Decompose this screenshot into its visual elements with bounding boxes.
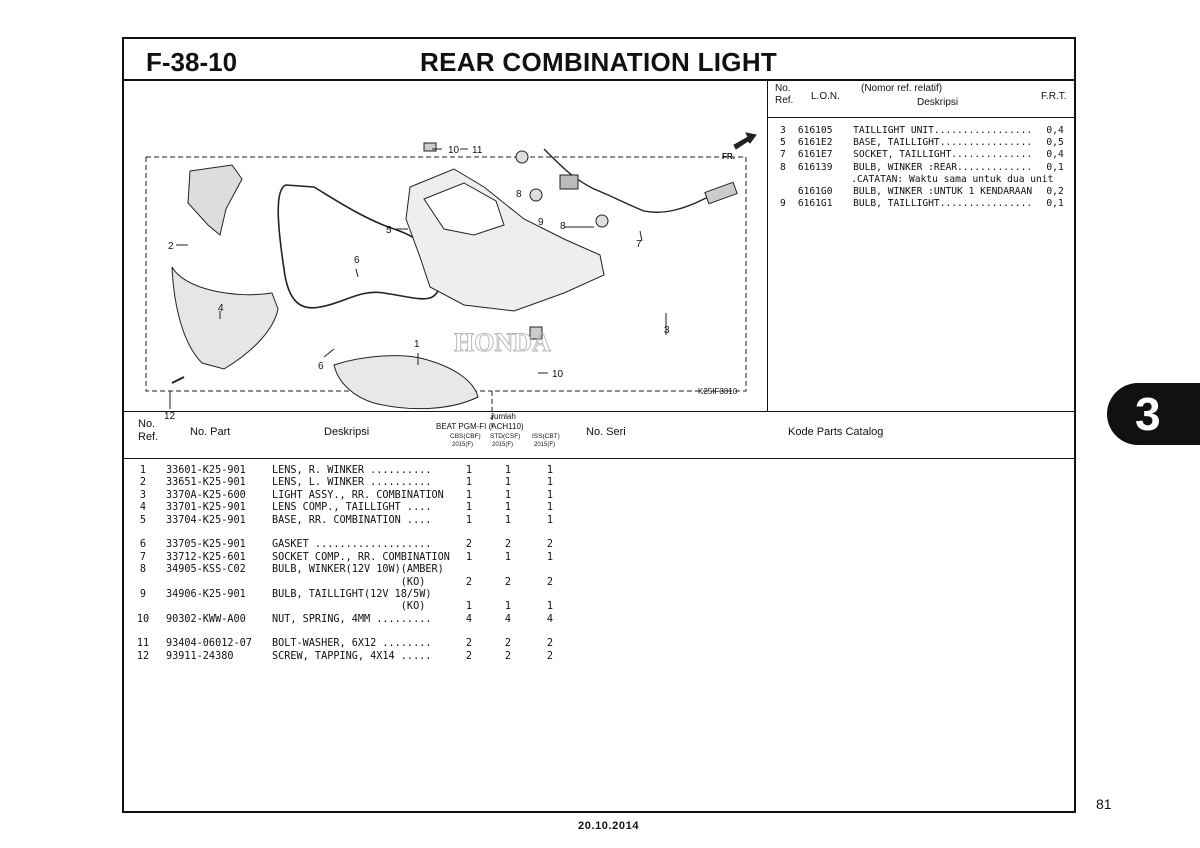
ref-col-lon: L.O.N. xyxy=(811,91,840,102)
cell-no-ref xyxy=(130,601,156,613)
callout-3: 3 xyxy=(664,325,670,336)
cell-no-part: 93911-24380 xyxy=(166,650,234,662)
cell-qty-std xyxy=(486,626,530,638)
cell-no-part: 33712-K25-601 xyxy=(166,551,246,563)
callout-8b: 8 xyxy=(560,221,566,232)
ref-table-header xyxy=(767,79,1076,118)
ref-cell-lon: 6161G0 xyxy=(797,186,833,198)
callout-8a: 8 xyxy=(516,189,522,200)
cell-qty-std: 1 xyxy=(504,465,512,476)
cell-qty-iss xyxy=(530,589,570,601)
cell-qty-iss: 4 xyxy=(546,613,554,625)
ref-cell-lon xyxy=(789,174,851,186)
ref-cell-no xyxy=(776,174,789,186)
ref-cell-no: 9 xyxy=(780,198,786,210)
ref-col-nomor: (Nomor ref. relatif) xyxy=(861,83,943,94)
callout-9: 9 xyxy=(538,217,544,228)
cell-qty-std: 4 xyxy=(504,613,512,625)
cell-qty-iss: 1 xyxy=(546,502,554,514)
cell-no-part xyxy=(156,626,272,638)
callout-6a: 6 xyxy=(354,255,360,266)
cell-qty-iss xyxy=(530,626,570,638)
cell-qty-cbs: 1 xyxy=(465,502,473,514)
cell-deskripsi xyxy=(272,527,452,539)
cell-qty-cbs: 1 xyxy=(465,465,473,476)
cell-qty-std: 1 xyxy=(504,502,512,514)
catalog-page-frame xyxy=(122,37,1076,813)
callout-2: 2 xyxy=(168,241,174,252)
spring-nut-top xyxy=(424,143,436,151)
cell-no-part: 33651-K25-901 xyxy=(166,477,246,489)
figure-code: K25IF3810 xyxy=(698,387,738,396)
cell-qty-cbs: 1 xyxy=(465,601,473,613)
print-date: 20.10.2014 xyxy=(578,820,640,832)
parts-table-row xyxy=(130,589,570,601)
callout-11: 11 xyxy=(472,145,483,156)
ref-cell-lon: 616105 xyxy=(797,125,833,136)
callout-5: 5 xyxy=(386,225,392,236)
chapter-number: 3 xyxy=(1135,388,1161,440)
cell-deskripsi: BULB, WINKER(12V 10W)(AMBER) xyxy=(272,564,444,576)
cell-no-ref: 1 xyxy=(139,465,147,476)
col-jumlah: Jumlah xyxy=(490,412,516,421)
cell-deskripsi: SCREW, TAPPING, 4X14 ..... xyxy=(272,650,432,662)
col-no-part: No. Part xyxy=(190,426,231,438)
section-code: F-38-10 xyxy=(146,47,238,77)
ref-col-deskripsi: Deskripsi xyxy=(917,97,959,108)
cell-qty-std: 1 xyxy=(504,601,512,613)
watermark-text: HONDA xyxy=(454,328,551,357)
taillight-lens xyxy=(172,267,278,369)
cell-deskripsi: GASKET ................... xyxy=(272,539,432,551)
cell-no-ref: 4 xyxy=(139,502,147,514)
ref-table-row xyxy=(776,174,1076,186)
cell-no-part: 33705-K25-901 xyxy=(166,539,246,551)
parts-table-row xyxy=(130,502,570,514)
col-year-3: 2015(F) xyxy=(534,442,556,448)
ref-table-body xyxy=(776,125,1076,210)
cell-qty-cbs xyxy=(452,589,486,601)
cell-qty-iss: 2 xyxy=(546,576,554,588)
connector xyxy=(705,182,737,204)
parts-table-row xyxy=(130,601,570,613)
cell-deskripsi: SOCKET COMP., RR. COMBINATION xyxy=(272,551,450,563)
col-no-seri: No. Seri xyxy=(586,426,626,438)
bulb-9 xyxy=(530,189,542,201)
bulb-8-top xyxy=(516,151,528,163)
cell-qty-cbs: 4 xyxy=(465,613,473,625)
cell-no-ref: 2 xyxy=(139,477,147,489)
cell-qty-std: 1 xyxy=(504,551,512,563)
ref-cell-frt: 0,5 xyxy=(1046,137,1064,149)
cell-qty-cbs xyxy=(452,527,486,539)
winker-lens-right xyxy=(334,356,478,409)
cell-qty-std xyxy=(486,589,530,601)
cell-qty-cbs: 1 xyxy=(465,514,473,526)
col-no-ref: No. Ref. xyxy=(138,418,159,443)
cell-no-ref xyxy=(130,527,156,539)
cell-qty-std xyxy=(486,564,530,576)
cell-qty-cbs xyxy=(452,564,486,576)
cell-qty-iss: 1 xyxy=(546,489,554,501)
cell-qty-cbs: 2 xyxy=(465,638,473,650)
cell-no-ref xyxy=(130,577,156,589)
chapter-tab xyxy=(1107,383,1200,445)
cell-qty-iss: 1 xyxy=(546,465,554,476)
cell-qty-iss: 1 xyxy=(546,601,554,613)
ref-cell-lon: 6161G1 xyxy=(797,198,833,210)
ref-cell-desc: BULB, WINKER :REAR............. xyxy=(853,161,1033,173)
ref-col-frt: F.R.T. xyxy=(1041,91,1067,102)
tapping-screw xyxy=(172,377,184,383)
cell-no-ref: 8 xyxy=(139,564,147,576)
parts-table-row xyxy=(130,539,570,551)
parts-table-row xyxy=(130,651,570,663)
ref-cell-desc: TAILLIGHT UNIT................. xyxy=(853,125,1033,136)
ref-col-no-ref: No. Ref. xyxy=(775,83,794,106)
cell-qty-iss: 2 xyxy=(546,638,554,650)
col-model: BEAT PGM-FI (ACH110) xyxy=(436,422,524,431)
cell-deskripsi: LIGHT ASSY., RR. COMBINATION xyxy=(272,489,444,501)
parts-table-row xyxy=(130,638,570,650)
cell-qty-iss: 1 xyxy=(546,477,554,489)
ref-cell-no: 8 xyxy=(780,161,786,173)
cell-deskripsi: BULB, TAILLIGHT(12V 18/5W) xyxy=(272,588,432,600)
cell-deskripsi: LENS COMP., TAILLIGHT .... xyxy=(272,502,432,514)
ref-cell-no xyxy=(776,186,790,198)
cell-no-ref: 5 xyxy=(139,514,147,526)
cell-qty-std: 1 xyxy=(504,489,512,501)
callout-1: 1 xyxy=(414,339,420,350)
cell-deskripsi: NUT, SPRING, 4MM ......... xyxy=(272,613,432,625)
cell-no-part: 34906-K25-901 xyxy=(166,588,246,600)
cell-qty-cbs: 2 xyxy=(465,650,473,662)
col-variant-2: STD(CSF) xyxy=(490,433,521,440)
cell-qty-std: 2 xyxy=(504,650,512,662)
parts-table-row xyxy=(130,490,570,502)
ref-table-row xyxy=(776,137,1076,149)
cell-deskripsi: LENS, L. WINKER .......... xyxy=(272,477,432,489)
cell-no-ref: 10 xyxy=(136,613,150,625)
cell-deskripsi: (KO) xyxy=(272,601,426,613)
fr-arrow-icon xyxy=(734,133,756,149)
parts-table-row xyxy=(130,465,570,477)
cell-deskripsi: BOLT-WASHER, 6X12 ........ xyxy=(272,638,432,650)
page-number: 81 xyxy=(1096,796,1112,812)
cell-no-part: 93404-06012-07 xyxy=(166,638,252,650)
ref-cell-lon: 6161E7 xyxy=(797,149,833,161)
ref-cell-frt: 0,4 xyxy=(1046,125,1064,136)
callout-10b: 10 xyxy=(552,369,564,380)
col-variant-1: CBS(CBF) xyxy=(450,433,481,440)
ref-cell-frt xyxy=(1047,174,1076,186)
fr-label: FR. xyxy=(722,152,735,161)
callout-12: 12 xyxy=(164,411,176,422)
ref-cell-no: 5 xyxy=(780,137,786,149)
cell-qty-cbs: 1 xyxy=(465,489,473,501)
col-kode-parts: Kode Parts Catalog xyxy=(788,426,884,438)
parts-table-row xyxy=(130,577,570,589)
parts-table-row xyxy=(130,527,570,539)
bulb-8-side xyxy=(596,215,608,227)
cell-deskripsi: BASE, RR. COMBINATION .... xyxy=(272,514,432,526)
cell-no-ref: 7 xyxy=(139,551,147,563)
ref-cell-desc: SOCKET, TAILLIGHT.............. xyxy=(853,149,1033,161)
ref-cell-desc: BULB, TAILLIGHT................ xyxy=(853,198,1033,210)
parts-table-body xyxy=(130,465,570,663)
cell-qty-iss: 2 xyxy=(546,650,554,662)
cell-no-part: 33601-K25-901 xyxy=(166,465,246,476)
socket xyxy=(560,175,578,189)
cell-no-ref: 6 xyxy=(139,539,147,551)
parts-table-row xyxy=(130,552,570,564)
cell-qty-std: 2 xyxy=(504,539,512,551)
cell-qty-iss: 1 xyxy=(546,514,554,526)
cell-no-ref: 11 xyxy=(136,638,150,650)
cell-no-part: 34905-KSS-C02 xyxy=(166,564,246,576)
ref-cell-frt: 0,2 xyxy=(1046,186,1064,198)
cell-no-part: 33701-K25-901 xyxy=(166,502,246,514)
callout-10a: 10 xyxy=(448,145,460,156)
parts-table-row xyxy=(130,564,570,576)
ref-cell-desc: BASE, TAILLIGHT................ xyxy=(853,137,1033,149)
cell-qty-cbs: 1 xyxy=(465,551,473,563)
cell-no-part xyxy=(156,601,272,613)
title-row xyxy=(124,39,1074,81)
ref-table-row xyxy=(776,186,1076,198)
cell-qty-std: 1 xyxy=(504,477,512,489)
parts-table-row xyxy=(130,477,570,489)
ref-cell-frt: 0,1 xyxy=(1046,161,1064,173)
cell-qty-cbs: 2 xyxy=(465,576,473,588)
ref-cell-no: 7 xyxy=(780,149,786,161)
col-deskripsi: Deskripsi xyxy=(324,426,370,438)
parts-table-row xyxy=(130,626,570,638)
cell-no-ref: 3 xyxy=(139,489,147,501)
ref-table-row xyxy=(776,162,1076,174)
callout-4: 4 xyxy=(218,303,224,314)
ref-cell-frt: 0,1 xyxy=(1046,198,1064,210)
ref-cell-lon: 616139 xyxy=(797,161,833,173)
cell-qty-iss: 2 xyxy=(546,539,554,551)
col-year-1: 2015(F) xyxy=(452,442,474,448)
cell-qty-cbs xyxy=(452,626,486,638)
cell-no-ref xyxy=(130,626,156,638)
ref-cell-desc: .CATATAN: Waktu sama untuk dua unit xyxy=(851,173,1054,185)
cell-deskripsi: LENS, R. WINKER .......... xyxy=(272,465,432,476)
cell-qty-iss xyxy=(530,564,570,576)
cell-qty-std: 2 xyxy=(504,576,512,588)
parts-table-header xyxy=(124,411,1074,459)
cell-no-part xyxy=(156,577,272,589)
cell-qty-std: 2 xyxy=(504,638,512,650)
page-title: REAR COMBINATION LIGHT xyxy=(420,47,778,77)
ref-table-row xyxy=(776,149,1076,161)
cell-deskripsi: (KO) xyxy=(272,576,426,588)
base-housing xyxy=(406,169,604,311)
cell-no-part: 3370A-K25-600 xyxy=(166,489,246,501)
ref-cell-lon: 6161E2 xyxy=(797,137,833,149)
cell-qty-cbs: 1 xyxy=(465,477,473,489)
ref-cell-no: 3 xyxy=(780,125,786,136)
ref-cell-frt: 0,4 xyxy=(1046,149,1064,161)
cell-no-part xyxy=(156,527,272,539)
cell-qty-iss xyxy=(530,527,570,539)
cell-qty-cbs: 2 xyxy=(465,539,473,551)
cell-qty-iss: 1 xyxy=(546,551,554,563)
callout-6b: 6 xyxy=(318,361,324,372)
cell-no-part: 33704-K25-901 xyxy=(166,514,246,526)
winker-lens-left xyxy=(188,165,242,235)
parts-table-row xyxy=(130,515,570,527)
cell-qty-std xyxy=(486,527,530,539)
col-year-2: 2015(F) xyxy=(492,442,514,448)
ref-cell-desc: BULB, WINKER :UNTUK 1 KENDARAAN xyxy=(853,186,1033,198)
cell-no-ref: 12 xyxy=(136,650,150,662)
cell-no-part: 90302-KWW-A00 xyxy=(166,613,246,625)
ref-table-row xyxy=(776,125,1076,137)
cell-qty-std: 1 xyxy=(504,514,512,526)
ref-table-row xyxy=(776,198,1076,210)
cell-deskripsi xyxy=(272,626,452,638)
cell-no-ref: 9 xyxy=(139,588,147,600)
parts-table-row xyxy=(130,614,570,626)
col-variant-3: ISS(CBT) xyxy=(532,433,560,440)
callout-7: 7 xyxy=(636,239,642,250)
